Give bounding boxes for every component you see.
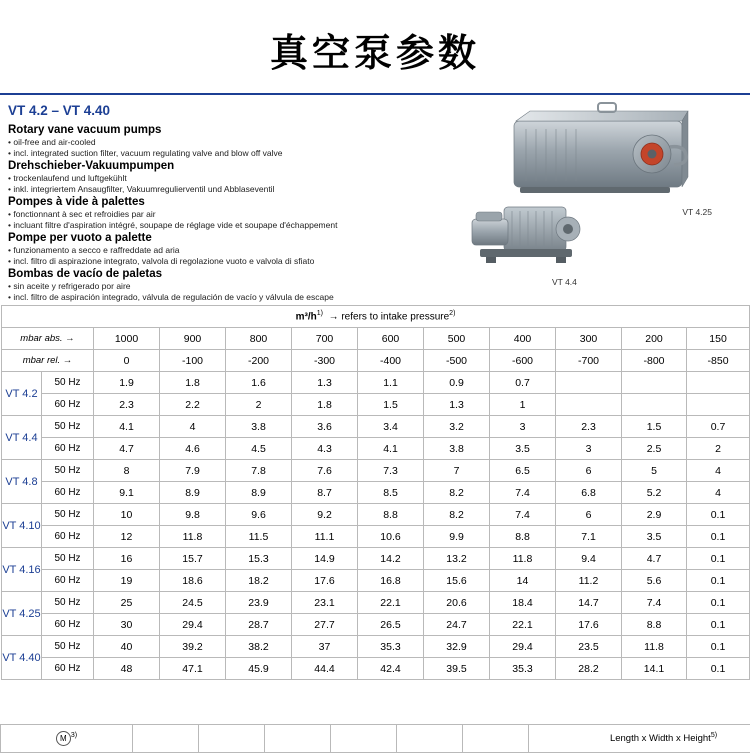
pressure-rel-7: -700: [556, 350, 622, 372]
footer-blank-4: [331, 725, 397, 753]
lang-title-en: Rotary vane vacuum pumps: [8, 123, 750, 137]
model-label-2: VT 4.8: [2, 460, 42, 504]
pressure-rel-9: -850: [687, 350, 750, 372]
cell-0-50-8: [622, 372, 687, 394]
cell-2-60-4: 8.5: [358, 482, 424, 504]
product-photos: [450, 99, 750, 299]
model-label-3: VT 4.10: [2, 504, 42, 548]
unit-label-abs: mbar abs. →: [2, 328, 94, 350]
footer-blank-3: [265, 725, 331, 753]
hz-50-3: 50 Hz: [42, 504, 94, 526]
cell-3-50-3: 9.2: [292, 504, 358, 526]
cell-4-60-3: 17.6: [292, 570, 358, 592]
hz-60-3: 60 Hz: [42, 526, 94, 548]
cell-6-50-5: 32.9: [424, 636, 490, 658]
cell-1-60-2: 4.5: [226, 438, 292, 460]
cell-1-60-6: 3.5: [490, 438, 556, 460]
cell-1-50-8: 1.5: [622, 416, 687, 438]
cell-4-50-0: 16: [94, 548, 160, 570]
cell-5-60-1: 29.4: [160, 614, 226, 636]
hz-60-6: 60 Hz: [42, 658, 94, 680]
cell-4-60-7: 11.2: [556, 570, 622, 592]
cell-2-60-9: 4: [687, 482, 750, 504]
cell-4-50-7: 9.4: [556, 548, 622, 570]
pressure-rel-0: 0: [94, 350, 160, 372]
cell-6-50-1: 39.2: [160, 636, 226, 658]
cell-0-50-9: [687, 372, 750, 394]
cell-4-60-8: 5.6: [622, 570, 687, 592]
footer-table: [0, 724, 750, 753]
lang-bullet-it-1: • funzionamento a secco e raffreddate ad aria: [8, 245, 750, 256]
model-label-0: VT 4.2: [2, 372, 42, 416]
cell-0-50-2: 1.6: [226, 372, 292, 394]
cell-4-50-9: 0.1: [687, 548, 750, 570]
cell-4-50-6: 11.8: [490, 548, 556, 570]
cell-0-60-8: [622, 394, 687, 416]
pressure-abs-7: 300: [556, 328, 622, 350]
header-note-sup1: 1): [317, 310, 323, 317]
cell-5-50-0: 25: [94, 592, 160, 614]
table-row: [2, 438, 750, 460]
cell-5-60-4: 26.5: [358, 614, 424, 636]
cell-0-60-1: 2.2: [160, 394, 226, 416]
pressure-abs-6: 400: [490, 328, 556, 350]
pressure-abs-4: 600: [358, 328, 424, 350]
spec-table: [1, 305, 750, 680]
model-range-label: VT 4.2 – VT 4.40: [8, 103, 750, 118]
pressure-abs-1: 900: [160, 328, 226, 350]
cell-5-50-1: 24.5: [160, 592, 226, 614]
cell-6-50-7: 23.5: [556, 636, 622, 658]
cell-6-50-0: 40: [94, 636, 160, 658]
cell-4-50-4: 14.2: [358, 548, 424, 570]
cell-1-60-1: 4.6: [160, 438, 226, 460]
pressure-rel-6: -600: [490, 350, 556, 372]
cell-3-50-5: 8.2: [424, 504, 490, 526]
hz-50-0: 50 Hz: [42, 372, 94, 394]
model-label-1: VT 4.4: [2, 416, 42, 460]
cell-2-50-9: 4: [687, 460, 750, 482]
spec-table-wrap: [0, 305, 750, 680]
lang-title-es: Bombas de vacío de paletas: [8, 267, 750, 281]
hz-60-5: 60 Hz: [42, 614, 94, 636]
cell-4-50-5: 13.2: [424, 548, 490, 570]
cell-6-60-4: 42.4: [358, 658, 424, 680]
pressure-rel-5: -500: [424, 350, 490, 372]
pressure-abs-3: 700: [292, 328, 358, 350]
lang-bullet-es-1: • sin aceite y refrigerado por aire: [8, 281, 750, 292]
cell-6-50-6: 29.4: [490, 636, 556, 658]
cell-5-50-8: 7.4: [622, 592, 687, 614]
cell-3-60-9: 0.1: [687, 526, 750, 548]
pressure-rel-row: [2, 350, 750, 372]
pressure-rel-1: -100: [160, 350, 226, 372]
table-row: [2, 504, 750, 526]
pressure-rel-3: -300: [292, 350, 358, 372]
cell-2-50-0: 8: [94, 460, 160, 482]
footer-blank-5: [397, 725, 463, 753]
cell-1-50-0: 4.1: [94, 416, 160, 438]
table-row: [2, 614, 750, 636]
cell-2-60-1: 8.9: [160, 482, 226, 504]
cell-2-60-6: 7.4: [490, 482, 556, 504]
cell-3-60-4: 10.6: [358, 526, 424, 548]
cell-5-60-6: 22.1: [490, 614, 556, 636]
cell-2-50-5: 7: [424, 460, 490, 482]
photo-caption-vt44: VT 4.4: [552, 277, 577, 287]
cell-1-60-3: 4.3: [292, 438, 358, 460]
cell-0-50-7: [556, 372, 622, 394]
cell-5-50-3: 23.1: [292, 592, 358, 614]
header-note-unit: m³/h: [296, 312, 317, 323]
cell-2-50-6: 6.5: [490, 460, 556, 482]
footer-row: [1, 725, 750, 753]
cell-0-60-7: [556, 394, 622, 416]
pump-photo-vt44: [460, 189, 610, 274]
cell-2-50-4: 7.3: [358, 460, 424, 482]
cell-5-60-7: 17.6: [556, 614, 622, 636]
cell-5-60-8: 8.8: [622, 614, 687, 636]
model-label-4: VT 4.16: [2, 548, 42, 592]
cell-0-60-6: 1: [490, 394, 556, 416]
cell-4-60-9: 0.1: [687, 570, 750, 592]
lang-bullet-fr-1: • fonctionnant à sec et refroidies par air: [8, 209, 750, 220]
cell-1-50-3: 3.6: [292, 416, 358, 438]
cell-5-50-5: 20.6: [424, 592, 490, 614]
hz-60-0: 60 Hz: [42, 394, 94, 416]
table-row: [2, 570, 750, 592]
cell-5-50-9: 0.1: [687, 592, 750, 614]
hz-50-4: 50 Hz: [42, 548, 94, 570]
page-title-block: [0, 0, 750, 95]
cell-2-60-0: 9.1: [94, 482, 160, 504]
pressure-abs-2: 800: [226, 328, 292, 350]
footer-blank-2: [199, 725, 265, 753]
lang-bullet-de-2: • inkl. integriertem Ansaugfilter, Vakuumregulierventil und Abblaseventil: [8, 184, 750, 195]
cell-3-50-8: 2.9: [622, 504, 687, 526]
table-row: [2, 460, 750, 482]
cell-3-50-4: 8.8: [358, 504, 424, 526]
cell-6-50-8: 11.8: [622, 636, 687, 658]
motor-icon: M: [56, 731, 71, 746]
cell-2-60-5: 8.2: [424, 482, 490, 504]
cell-3-60-7: 7.1: [556, 526, 622, 548]
hz-50-5: 50 Hz: [42, 592, 94, 614]
cell-0-50-3: 1.3: [292, 372, 358, 394]
photo-caption-vt425: VT 4.25: [682, 207, 712, 217]
header-note-cell: [2, 306, 750, 328]
table-row: [2, 658, 750, 680]
cell-6-60-3: 44.4: [292, 658, 358, 680]
cell-0-60-5: 1.3: [424, 394, 490, 416]
lang-title-de: Drehschieber-Vakuumpumpen: [8, 159, 750, 173]
hz-50-2: 50 Hz: [42, 460, 94, 482]
cell-6-60-2: 45.9: [226, 658, 292, 680]
model-label-6: VT 4.40: [2, 636, 42, 680]
cell-4-50-2: 15.3: [226, 548, 292, 570]
pressure-rel-8: -800: [622, 350, 687, 372]
cell-3-50-9: 0.1: [687, 504, 750, 526]
cell-2-60-3: 8.7: [292, 482, 358, 504]
cell-2-60-7: 6.8: [556, 482, 622, 504]
cell-4-50-8: 4.7: [622, 548, 687, 570]
cell-0-50-0: 1.9: [94, 372, 160, 394]
cell-1-50-7: 2.3: [556, 416, 622, 438]
lang-bullet-es-2: • incl. filtro de aspiración integrado, válvula de regulación de vacío y válvula de escape: [8, 292, 750, 303]
cell-5-60-5: 24.7: [424, 614, 490, 636]
cell-3-60-5: 9.9: [424, 526, 490, 548]
motor-sup: 3): [71, 732, 77, 739]
cell-3-60-8: 3.5: [622, 526, 687, 548]
table-row: [2, 372, 750, 394]
table-row: [2, 592, 750, 614]
pressure-abs-5: 500: [424, 328, 490, 350]
cell-2-60-2: 8.9: [226, 482, 292, 504]
cell-0-60-0: 2.3: [94, 394, 160, 416]
cell-6-50-2: 38.2: [226, 636, 292, 658]
cell-1-50-1: 4: [160, 416, 226, 438]
cell-1-50-9: 0.7: [687, 416, 750, 438]
cell-6-50-3: 37: [292, 636, 358, 658]
cell-0-50-6: 0.7: [490, 372, 556, 394]
lang-bullet-fr-2: • incluant filtre d'aspiration intégré, soupape de réglage vide et soupape d'échappement: [8, 220, 750, 231]
cell-3-50-1: 9.8: [160, 504, 226, 526]
pressure-abs-8: 200: [622, 328, 687, 350]
cell-1-60-7: 3: [556, 438, 622, 460]
hz-60-4: 60 Hz: [42, 570, 94, 592]
cell-3-50-0: 10: [94, 504, 160, 526]
pressure-rel-2: -200: [226, 350, 292, 372]
cell-1-60-8: 2.5: [622, 438, 687, 460]
footer-blank-1: [133, 725, 199, 753]
hz-50-6: 50 Hz: [42, 636, 94, 658]
cell-3-60-3: 11.1: [292, 526, 358, 548]
footer-dimensions-cell: [529, 725, 750, 753]
lang-bullet-de-1: • trockenlaufend und luftgekühlt: [8, 173, 750, 184]
cell-5-50-4: 22.1: [358, 592, 424, 614]
cell-6-60-0: 48: [94, 658, 160, 680]
lang-bullet-en-1: • oil-free and air-cooled: [8, 137, 750, 148]
cell-5-50-6: 18.4: [490, 592, 556, 614]
header-note-sup2: 2): [449, 310, 455, 317]
lang-bullet-en-2: • incl. integrated suction filter, vacuum regulating valve and blow off valve: [8, 148, 750, 159]
header-note-text: → refers to intake pressure: [329, 312, 450, 323]
table-row: [2, 526, 750, 548]
cell-1-60-5: 3.8: [424, 438, 490, 460]
hz-60-2: 60 Hz: [42, 482, 94, 504]
cell-4-60-4: 16.8: [358, 570, 424, 592]
cell-0-60-2: 2: [226, 394, 292, 416]
cell-4-50-1: 15.7: [160, 548, 226, 570]
table-row: [2, 482, 750, 504]
cell-6-60-8: 14.1: [622, 658, 687, 680]
cell-0-50-4: 1.1: [358, 372, 424, 394]
cell-0-50-5: 0.9: [424, 372, 490, 394]
cell-4-60-6: 14: [490, 570, 556, 592]
cell-2-50-7: 6: [556, 460, 622, 482]
footer-dimensions-label: Length x Width x Height: [610, 734, 711, 745]
cell-3-60-2: 11.5: [226, 526, 292, 548]
cell-5-60-3: 27.7: [292, 614, 358, 636]
cell-6-60-1: 47.1: [160, 658, 226, 680]
cell-6-50-9: 0.1: [687, 636, 750, 658]
footer-motor-cell: [1, 725, 133, 753]
cell-1-50-5: 3.2: [424, 416, 490, 438]
cell-5-60-0: 30: [94, 614, 160, 636]
table-header-note-row: [2, 306, 750, 328]
lang-title-it: Pompe per vuoto a palette: [8, 231, 750, 245]
footer-blank-6: [463, 725, 529, 753]
product-header: [0, 95, 750, 305]
cell-5-50-2: 23.9: [226, 592, 292, 614]
lang-title-fr: Pompes à vide à palettes: [8, 195, 750, 209]
cell-4-60-5: 15.6: [424, 570, 490, 592]
cell-6-60-5: 39.5: [424, 658, 490, 680]
cell-6-60-9: 0.1: [687, 658, 750, 680]
cell-2-50-3: 7.6: [292, 460, 358, 482]
cell-4-60-0: 19: [94, 570, 160, 592]
cell-3-50-7: 6: [556, 504, 622, 526]
cell-2-50-1: 7.9: [160, 460, 226, 482]
cell-3-60-6: 8.8: [490, 526, 556, 548]
pressure-abs-0: 1000: [94, 328, 160, 350]
cell-4-60-2: 18.2: [226, 570, 292, 592]
cell-6-60-7: 28.2: [556, 658, 622, 680]
cell-1-50-4: 3.4: [358, 416, 424, 438]
page-title: 真空泵参数: [0, 22, 750, 77]
cell-1-50-2: 3.8: [226, 416, 292, 438]
cell-1-50-6: 3: [490, 416, 556, 438]
pressure-abs-row: [2, 328, 750, 350]
cell-3-50-6: 7.4: [490, 504, 556, 526]
footer-strip: [0, 724, 750, 750]
cell-2-50-8: 5: [622, 460, 687, 482]
cell-5-60-2: 28.7: [226, 614, 292, 636]
cell-1-60-0: 4.7: [94, 438, 160, 460]
cell-3-60-1: 11.8: [160, 526, 226, 548]
cell-6-50-4: 35.3: [358, 636, 424, 658]
unit-label-rel: mbar rel. →: [2, 350, 94, 372]
footer-dimensions-sup: 5): [711, 732, 717, 739]
table-row: [2, 416, 750, 438]
hz-50-1: 50 Hz: [42, 416, 94, 438]
table-row: [2, 548, 750, 570]
cell-2-60-8: 5.2: [622, 482, 687, 504]
cell-6-60-6: 35.3: [490, 658, 556, 680]
cell-4-50-3: 14.9: [292, 548, 358, 570]
pressure-rel-4: -400: [358, 350, 424, 372]
cell-0-50-1: 1.8: [160, 372, 226, 394]
cell-3-50-2: 9.6: [226, 504, 292, 526]
cell-4-60-1: 18.6: [160, 570, 226, 592]
cell-2-50-2: 7.8: [226, 460, 292, 482]
cell-1-60-4: 4.1: [358, 438, 424, 460]
cell-1-60-9: 2: [687, 438, 750, 460]
cell-5-60-9: 0.1: [687, 614, 750, 636]
model-label-5: VT 4.25: [2, 592, 42, 636]
cell-3-60-0: 12: [94, 526, 160, 548]
table-row: [2, 394, 750, 416]
table-row: [2, 636, 750, 658]
cell-5-50-7: 14.7: [556, 592, 622, 614]
lang-bullet-it-2: • incl. filtro di aspirazione integrato, valvola di regolazione vuoto e valvola di sfiato: [8, 256, 750, 267]
hz-60-1: 60 Hz: [42, 438, 94, 460]
pressure-abs-9: 150: [687, 328, 750, 350]
cell-0-60-3: 1.8: [292, 394, 358, 416]
cell-0-60-4: 1.5: [358, 394, 424, 416]
cell-0-60-9: [687, 394, 750, 416]
